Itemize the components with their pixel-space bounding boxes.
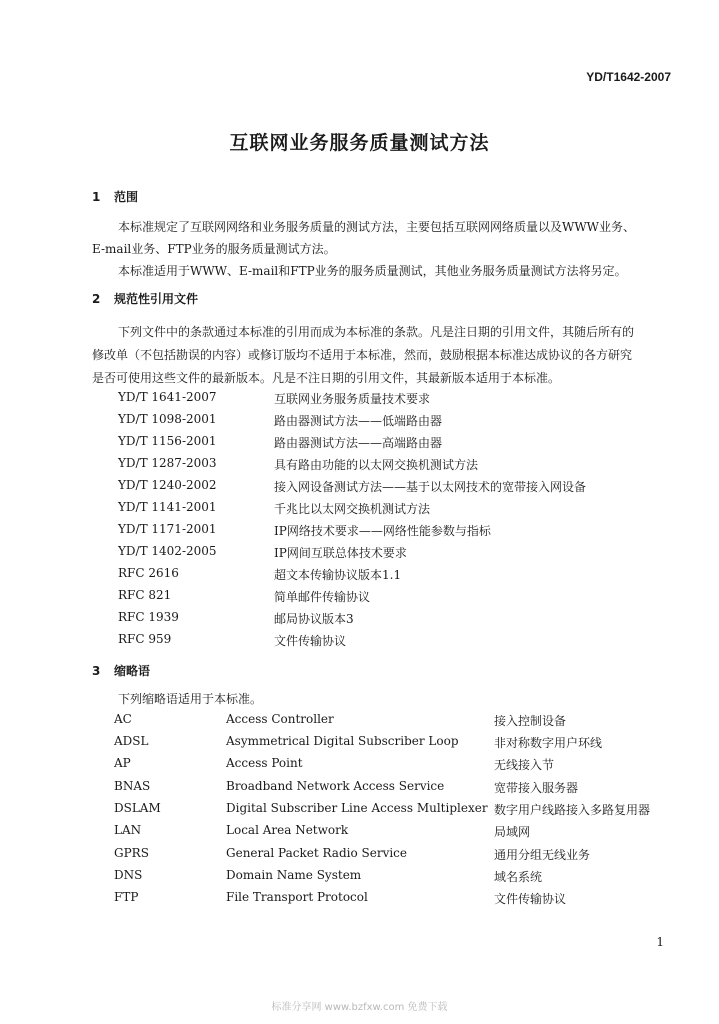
reference-title: 路由器测试方法——高端路由器	[274, 436, 443, 450]
reference-code: YD/T 1156-2001	[118, 434, 217, 448]
abbreviation-code: BNAS	[114, 779, 151, 793]
reference-code: RFC 821	[118, 588, 172, 602]
reference-title: 路由器测试方法——低端路由器	[274, 414, 443, 428]
abbreviation-chinese: 文件传输协议	[494, 892, 567, 906]
reference-code: RFC 2616	[118, 566, 179, 580]
reference-code: YD/T 1171-2001	[118, 522, 217, 536]
reference-code: YD/T 1641-2007	[118, 390, 217, 404]
abbreviation-code: FTP	[114, 890, 139, 904]
reference-code: YD/T 1240-2002	[118, 478, 217, 492]
reference-title: 具有路由功能的以太网交换机测试方法	[274, 458, 479, 472]
scope-paragraph-1-line-2: E-mail业务、FTP业务的服务质量测试方法。	[92, 242, 336, 256]
document-title: 互联网业务服务质量测试方法	[229, 132, 490, 154]
abbreviation-english: General Packet Radio Service	[226, 846, 408, 860]
abbreviation-code: AC	[114, 712, 132, 726]
reference-title: 文件传输协议	[274, 634, 347, 648]
section-number: 2	[92, 292, 101, 306]
abbreviation-chinese: 无线接入节	[494, 758, 555, 772]
reference-code: RFC 1939	[118, 610, 179, 624]
reference-title: 千兆比以太网交换机测试方法	[274, 502, 431, 516]
abbreviation-chinese: 通用分组无线业务	[494, 848, 591, 862]
standard-code: YD/T1642-2007	[586, 70, 671, 84]
abbreviation-code: GPRS	[114, 846, 149, 860]
scope-paragraph-1-line-1: 本标准规定了互联网网络和业务服务质量的测试方法，主要包括互联网网络质量以及WWW业务、	[118, 220, 636, 234]
abbreviation-english: Access Controller	[226, 712, 334, 726]
references-intro-line-3: 是否可使用这些文件的最新版本。凡是不注日期的引用文件，其最新版本适用于本标准。	[92, 371, 561, 385]
reference-code: YD/T 1098-2001	[118, 412, 217, 426]
abbreviation-chinese: 数字用户线路接入多路复用器	[494, 803, 651, 817]
reference-code: YD/T 1141-2001	[118, 500, 217, 514]
watermark-footer: 标准分享网 www.bzfxw.com 免费下载	[271, 1002, 448, 1013]
reference-title: 简单邮件传输协议	[274, 590, 371, 604]
reference-code: YD/T 1287-2003	[118, 456, 217, 470]
reference-title: 超文本传输协议版本1.1	[274, 568, 402, 582]
abbreviation-english: Access Point	[226, 756, 303, 770]
reference-code: RFC 959	[118, 632, 172, 646]
reference-title: 接入网设备测试方法——基于以太网技术的宽带接入网设备	[274, 480, 587, 494]
section-title: 规范性引用文件	[114, 292, 199, 306]
page-number: 1	[656, 935, 664, 949]
abbreviation-code: DSLAM	[114, 801, 161, 815]
abbreviation-chinese: 局域网	[494, 825, 531, 839]
section-heading-references	[92, 290, 198, 307]
abbreviation-chinese: 宽带接入服务器	[494, 781, 579, 795]
abbreviation-code: LAN	[114, 823, 142, 837]
abbreviation-english: File Transport Protocol	[226, 890, 368, 904]
abbreviation-english: Broadband Network Access Service	[226, 779, 445, 793]
reference-title: 互联网业务服务质量技术要求	[274, 392, 431, 406]
abbreviations-intro: 下列缩略语适用于本标准。	[118, 692, 263, 706]
section-heading-scope	[92, 188, 138, 205]
section-heading-abbreviations	[92, 662, 150, 679]
abbreviation-chinese: 接入控制设备	[494, 714, 567, 728]
section-number: 1	[92, 190, 101, 204]
references-intro-line-1: 下列文件中的条款通过本标准的引用而成为本标准的条款。凡是注日期的引用文件，其随后所有的	[118, 325, 635, 339]
reference-title: IP网间互联总体技术要求	[274, 546, 407, 560]
abbreviation-chinese: 非对称数字用户环线	[494, 736, 603, 750]
abbreviation-chinese: 域名系统	[494, 870, 543, 884]
abbreviation-code: AP	[114, 756, 131, 770]
abbreviation-code: ADSL	[114, 734, 149, 748]
reference-code: YD/T 1402-2005	[118, 544, 217, 558]
abbreviation-english: Asymmetrical Digital Subscriber Loop	[226, 734, 459, 748]
section-number: 3	[92, 664, 101, 678]
scope-paragraph-2: 本标准适用于WWW、E-mail和FTP业务的服务质量测试，其他业务服务质量测试方法将另定。	[118, 264, 627, 278]
section-title: 范围	[114, 190, 139, 204]
references-intro-line-2: 修改单（不包括勘误的内容）或修订版均不适用于本标准，然而，鼓励根据本标准达成协议的各方研究	[92, 348, 633, 362]
section-title: 缩略语	[114, 664, 151, 678]
abbreviation-english: Domain Name System	[226, 868, 362, 882]
abbreviation-english: Local Area Network	[226, 823, 349, 837]
abbreviation-code: DNS	[114, 868, 143, 882]
abbreviation-english: Digital Subscriber Line Access Multiplexer	[226, 801, 488, 815]
reference-title: IP网络技术要求——网络性能参数与指标	[274, 524, 491, 538]
reference-title: 邮局协议版本3	[274, 612, 354, 626]
